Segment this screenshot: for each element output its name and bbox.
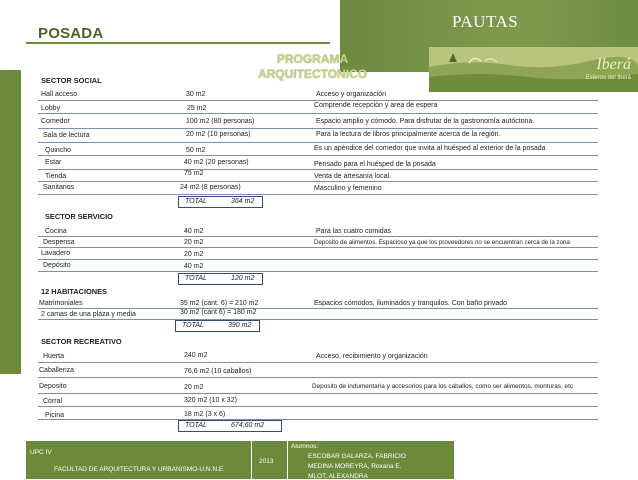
row-area: 40 m2: [184, 263, 204, 270]
program-title-line2: ARQUITECTONICO: [257, 67, 368, 81]
row-divider: [38, 271, 598, 272]
row-area: 40 m2 (20 personas): [184, 159, 249, 166]
row-divider: [38, 362, 598, 363]
footer-year: 2013: [259, 458, 274, 465]
program-title-line1: PROGRAMA: [276, 52, 349, 66]
row-area: 40 m2: [184, 228, 204, 235]
total-label: TOTAL: [185, 198, 207, 205]
total-habitaciones: [175, 320, 260, 332]
row-area: 320 m2 (10 x 32): [184, 397, 237, 404]
row-divider: [38, 259, 598, 260]
program-title: [245, 52, 380, 82]
row-area: 75 m2: [184, 170, 204, 177]
total-value: 674,60 m2: [231, 422, 265, 429]
pautas-label: PAUTAS: [452, 12, 519, 31]
row-divider: [38, 128, 598, 129]
row-desc: Acceso y organización: [316, 91, 387, 98]
row-divider: [38, 308, 598, 309]
row-desc: Para la lectura de libros principalmente acerca de la región.: [316, 131, 501, 138]
row-area: 30 m2 (cant 6) = 180 m2: [180, 309, 257, 316]
row-divider: [38, 419, 598, 420]
left-accent-strip: [0, 70, 21, 374]
total-label: TOTAL: [182, 322, 204, 329]
row-divider: [38, 236, 598, 237]
section-title-servicio: SECTOR SERVICIO: [45, 212, 113, 221]
row-desc: Pensado para el huésped de la posada: [314, 161, 436, 168]
row-name: Despensa: [43, 239, 75, 246]
row-name: Picina: [45, 412, 65, 419]
total-label: TOTAL: [185, 275, 207, 282]
photo-brand: Iberá: [596, 56, 631, 73]
row-name: Tienda: [45, 173, 67, 180]
row-area: 30 m2: [186, 91, 206, 98]
row-name: Deposito: [39, 383, 67, 390]
row-area: 240 m2: [184, 352, 208, 359]
row-area: 18 m2 (3 x 6): [184, 411, 226, 418]
row-desc: Es un apéndice del comedor que invita al huésped al exterior de la posada: [314, 145, 546, 152]
row-divider: [38, 406, 598, 407]
row-area: 20 m2: [184, 384, 204, 391]
row-name: Depósito: [43, 262, 71, 269]
row-desc: Espacios cómodos, iluminados y tranquilos. Con baño privado: [314, 300, 507, 307]
row-divider: [38, 181, 598, 182]
row-name: Sanitarios: [43, 184, 75, 191]
row-desc: Masculino y femenino: [314, 185, 382, 192]
row-area: 20 m2: [184, 239, 204, 246]
section-title-social: SECTOR SOCIAL: [41, 76, 102, 85]
row-name: Hall acceso: [41, 91, 78, 98]
title-underline: [26, 42, 330, 44]
row-area: 20 m2 (10 personas): [186, 131, 251, 138]
row-area: 50 m2: [186, 147, 206, 154]
total-recreativo: [178, 420, 282, 432]
footer-students-label: Alumnos:: [291, 443, 319, 450]
row-desc: Venta de artesanía local.: [314, 173, 392, 180]
footer-university: UPC IV: [30, 449, 52, 456]
row-divider: [38, 377, 598, 378]
row-desc: Comprende recepción y area de espera: [314, 102, 438, 109]
total-servicio: [178, 273, 263, 285]
total-value: 390 m2: [228, 322, 252, 329]
row-area: 20 m2: [184, 251, 204, 258]
total-social: [178, 196, 263, 208]
footer-student: ESCOBAR GALARZA, FABRICIO: [308, 453, 406, 460]
footer-student: MLOT, ALEXANDRA: [308, 473, 368, 480]
row-divider: [38, 194, 598, 195]
row-desc: Deposito de alimentos. Espacioso ya que los proveedores no se encuentran cerca de la zona: [314, 239, 570, 246]
row-name: Lavadero: [41, 250, 71, 257]
row-area: 100 m2 (80 personas): [186, 118, 255, 125]
row-divider: [38, 142, 598, 143]
footer-faculty: FACULTAD DE ARQUITECTURA Y URBANISMO-U.N.N.E: [54, 466, 224, 473]
row-name: Comedor: [41, 118, 70, 125]
total-label: TOTAL: [185, 422, 207, 429]
total-value: 120 m2: [231, 275, 255, 282]
photo-tagline: Esteros del Iberá: [585, 75, 631, 81]
row-divider: [38, 155, 598, 156]
row-desc: Deposito de indumentaria y accesorios para los caballos, como ser alimentos, monturas, etc: [312, 383, 574, 390]
row-name: Caballeriza: [39, 367, 75, 374]
footer: [26, 441, 454, 479]
total-value: 364 m2: [231, 198, 255, 205]
row-divider: [38, 247, 598, 248]
row-name: 2 camas de una plaza y media: [41, 311, 136, 318]
landscape-photo: [429, 47, 638, 92]
row-divider: [38, 319, 598, 320]
row-area: 25 m2: [187, 105, 207, 112]
row-area: 76,6 m2 (10 caballos): [184, 368, 252, 375]
section-title-recreativo: SECTOR RECREATIVO: [41, 337, 122, 346]
row-area: 35 m2 (cant. 6) = 210 m2: [180, 300, 259, 307]
row-name: Estar: [45, 159, 62, 166]
page-title: POSADA: [38, 25, 104, 42]
row-desc: Para las cuatro comidas: [316, 228, 392, 235]
row-name: Corral: [43, 398, 63, 405]
row-name: Quincho: [45, 147, 72, 154]
row-name: Sala de lectura: [43, 132, 90, 139]
row-desc: Espacio amplio y cómodo. Para disfrutar de la gastronomía autóctona.: [316, 118, 535, 125]
row-divider: [38, 169, 598, 170]
row-divider: [38, 113, 598, 114]
row-area: 24 m2 (8 personas): [180, 184, 241, 191]
footer-student: MEDINA MOREYRA, Roxana E.: [308, 463, 402, 470]
row-name: Cocina: [45, 228, 67, 235]
row-desc: Acceso, recibimiento y organización: [316, 353, 428, 360]
row-name: Huerta: [43, 353, 65, 360]
row-divider: [38, 393, 598, 394]
row-name: Matrimoniales: [39, 300, 83, 307]
row-name: Lobby: [41, 105, 61, 112]
section-title-habitaciones: 12 HABITACIONES: [41, 287, 107, 296]
footer-divider: [251, 441, 252, 479]
footer-divider: [287, 441, 288, 479]
